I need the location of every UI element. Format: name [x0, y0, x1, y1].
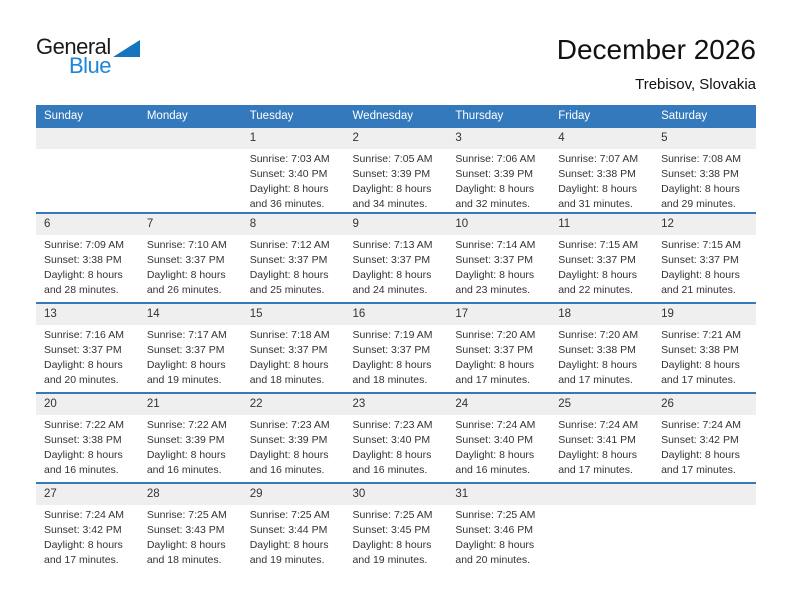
day-cell-details — [36, 505, 139, 568]
week-row — [36, 482, 756, 572]
day-header-monday: Monday — [146, 110, 188, 122]
daylight-text: Daylight: 8 hours and 34 minutes. — [352, 183, 432, 210]
day-number: 6 — [44, 218, 51, 230]
day-number: 14 — [146, 308, 160, 320]
day-cell-details — [242, 325, 345, 388]
daylight-text: Daylight: 8 hours and 29 minutes. — [661, 183, 740, 210]
day-cell-details — [345, 415, 448, 478]
day-number-strip — [36, 484, 756, 505]
day-number-strip — [36, 394, 756, 415]
day-cell-details — [550, 325, 653, 388]
day-cell-details — [653, 325, 756, 388]
sunrise-text: Sunrise: 7:08 AM — [661, 153, 742, 165]
sunset-text: Sunset: 3:37 PM — [661, 254, 739, 266]
sunset-text: Sunset: 3:39 PM — [249, 434, 328, 446]
day-number: 7 — [146, 218, 154, 230]
day-cell-details — [550, 235, 653, 298]
daylight-text: Daylight: 8 hours and 26 minutes. — [146, 269, 226, 296]
day-details-row — [36, 415, 756, 478]
sunset-text: Sunset: 3:41 PM — [558, 434, 636, 446]
day-cell-details — [447, 415, 550, 478]
day-number: 2 — [352, 132, 359, 144]
logo-text-general: General — [36, 34, 111, 59]
sunrise-text: Sunrise: 7:19 AM — [352, 329, 433, 341]
empty-day-cell — [36, 128, 139, 149]
day-cell-details — [139, 505, 242, 568]
sunrise-text: Sunrise: 7:23 AM — [249, 419, 330, 431]
sunset-text: Sunset: 3:40 PM — [455, 434, 534, 446]
day-details-row — [36, 235, 756, 298]
day-cell-details — [447, 325, 550, 388]
day-number: 20 — [44, 398, 57, 410]
sunset-text: Sunset: 3:38 PM — [661, 344, 739, 356]
sunset-text: Sunset: 3:37 PM — [146, 254, 225, 266]
daylight-text: Daylight: 8 hours and 17 minutes. — [661, 449, 740, 476]
day-cell-details — [447, 505, 550, 568]
sunset-text: Sunset: 3:38 PM — [661, 168, 739, 180]
day-cell-details — [36, 415, 139, 478]
daylight-text: Daylight: 8 hours and 24 minutes. — [352, 269, 432, 296]
day-number: 10 — [455, 218, 469, 230]
sunset-text: Sunset: 3:38 PM — [558, 344, 636, 356]
sunrise-text: Sunrise: 7:24 AM — [44, 509, 124, 521]
sunset-text: Sunset: 3:37 PM — [455, 344, 534, 356]
daylight-text: Daylight: 8 hours and 32 minutes. — [455, 183, 535, 210]
day-cell-details — [242, 235, 345, 298]
day-number: 11 — [558, 218, 571, 230]
empty-day-details — [36, 149, 139, 212]
daylight-text: Daylight: 8 hours and 17 minutes. — [558, 449, 638, 476]
day-cell-details — [139, 235, 242, 298]
daylight-text: Daylight: 8 hours and 18 minutes. — [146, 539, 226, 566]
day-number: 23 — [352, 398, 366, 410]
daylight-text: Daylight: 8 hours and 19 minutes. — [352, 539, 432, 566]
sunset-text: Sunset: 3:42 PM — [661, 434, 739, 446]
sunset-text: Sunset: 3:37 PM — [146, 344, 225, 356]
day-number: 16 — [352, 308, 366, 320]
sunrise-text: Sunrise: 7:22 AM — [146, 419, 227, 431]
day-header-sunday: Sunday — [44, 110, 84, 122]
day-cell-details — [36, 325, 139, 388]
daylight-text: Daylight: 8 hours and 21 minutes. — [661, 269, 740, 296]
day-cell-details — [242, 415, 345, 478]
sunrise-text: Sunrise: 7:25 AM — [352, 509, 433, 521]
day-number: 4 — [558, 132, 565, 144]
daylight-text: Daylight: 8 hours and 17 minutes. — [661, 359, 740, 386]
empty-day-cell — [653, 484, 756, 505]
day-cell-details — [653, 415, 756, 478]
day-number: 24 — [455, 398, 469, 410]
daylight-text: Daylight: 8 hours and 23 minutes. — [455, 269, 535, 296]
day-header-thursday: Thursday — [455, 110, 504, 122]
day-header-saturday: Saturday — [661, 110, 708, 122]
day-number: 17 — [455, 308, 469, 320]
daylight-text: Daylight: 8 hours and 19 minutes. — [249, 539, 329, 566]
sunrise-text: Sunrise: 7:22 AM — [44, 419, 124, 431]
day-cell-details — [447, 235, 550, 298]
sunrise-text: Sunrise: 7:17 AM — [146, 329, 227, 341]
sunrise-text: Sunrise: 7:25 AM — [146, 509, 227, 521]
empty-day-cell — [139, 128, 242, 149]
day-cell-details — [345, 325, 448, 388]
day-cell-details — [345, 505, 448, 568]
day-number-strip — [36, 128, 756, 149]
day-number: 30 — [352, 488, 366, 500]
day-cell-details — [242, 505, 345, 568]
daylight-text: Daylight: 8 hours and 31 minutes. — [558, 183, 638, 210]
sunset-text: Sunset: 3:40 PM — [249, 168, 328, 180]
day-cell-details — [447, 149, 550, 212]
day-number: 5 — [661, 132, 668, 144]
page-subtitle: Trebisov, Slovakia — [635, 76, 756, 93]
sunset-text: Sunset: 3:43 PM — [146, 524, 225, 536]
day-cell-details — [653, 235, 756, 298]
day-cell-details — [550, 149, 653, 212]
sunrise-text: Sunrise: 7:18 AM — [249, 329, 330, 341]
day-number: 15 — [249, 308, 263, 320]
week-row — [36, 392, 756, 482]
daylight-text: Daylight: 8 hours and 20 minutes. — [455, 539, 535, 566]
sunrise-text: Sunrise: 7:09 AM — [44, 239, 124, 251]
day-header-tuesday: Tuesday — [249, 110, 294, 122]
daylight-text: Daylight: 8 hours and 16 minutes. — [146, 449, 226, 476]
sunset-text: Sunset: 3:37 PM — [352, 254, 431, 266]
sunset-text: Sunset: 3:46 PM — [455, 524, 534, 536]
sunset-text: Sunset: 3:39 PM — [352, 168, 431, 180]
day-number: 21 — [146, 398, 160, 410]
sunrise-text: Sunrise: 7:24 AM — [558, 419, 639, 431]
page-title: December 2026 — [556, 34, 756, 65]
sunset-text: Sunset: 3:37 PM — [249, 254, 328, 266]
daylight-text: Daylight: 8 hours and 28 minutes. — [44, 269, 123, 296]
empty-day-details — [653, 505, 756, 568]
day-number: 12 — [661, 218, 674, 230]
day-number-strip — [36, 304, 756, 325]
sunrise-text: Sunrise: 7:16 AM — [44, 329, 124, 341]
day-number: 28 — [146, 488, 160, 500]
sunrise-text: Sunrise: 7:06 AM — [455, 153, 536, 165]
sunrise-text: Sunrise: 7:12 AM — [249, 239, 330, 251]
day-number: 25 — [558, 398, 572, 410]
sunset-text: Sunset: 3:39 PM — [455, 168, 534, 180]
sunrise-text: Sunrise: 7:24 AM — [455, 419, 536, 431]
sunset-text: Sunset: 3:37 PM — [558, 254, 636, 266]
title-block — [557, 34, 756, 93]
day-details-row — [36, 149, 756, 212]
sunrise-text: Sunrise: 7:13 AM — [352, 239, 433, 251]
day-cell-details — [139, 415, 242, 478]
day-number: 29 — [249, 488, 263, 500]
sunset-text: Sunset: 3:38 PM — [44, 434, 122, 446]
daylight-text: Daylight: 8 hours and 18 minutes. — [352, 359, 432, 386]
sunrise-text: Sunrise: 7:23 AM — [352, 419, 433, 431]
day-cell-details — [36, 235, 139, 298]
sunset-text: Sunset: 3:42 PM — [44, 524, 122, 536]
daylight-text: Daylight: 8 hours and 19 minutes. — [146, 359, 226, 386]
daylight-text: Daylight: 8 hours and 36 minutes. — [249, 183, 329, 210]
day-number: 26 — [661, 398, 674, 410]
day-number: 19 — [661, 308, 674, 320]
sunset-text: Sunset: 3:37 PM — [249, 344, 328, 356]
day-number: 8 — [249, 218, 257, 230]
sunset-text: Sunset: 3:40 PM — [352, 434, 431, 446]
sunrise-text: Sunrise: 7:15 AM — [558, 239, 639, 251]
day-cell-details — [550, 415, 653, 478]
calendar-grid — [36, 105, 756, 572]
day-number: 18 — [558, 308, 572, 320]
sunset-text: Sunset: 3:44 PM — [249, 524, 328, 536]
sunrise-text: Sunrise: 7:25 AM — [249, 509, 330, 521]
sunrise-text: Sunrise: 7:15 AM — [661, 239, 742, 251]
sunrise-text: Sunrise: 7:20 AM — [455, 329, 536, 341]
day-number: 31 — [455, 488, 469, 500]
empty-day-details — [139, 149, 242, 212]
day-cell-details — [653, 149, 756, 212]
logo-text-blue: Blue — [69, 53, 112, 78]
sunrise-text: Sunrise: 7:14 AM — [455, 239, 536, 251]
logo-triangle-icon — [113, 40, 140, 57]
daylight-text: Daylight: 8 hours and 16 minutes. — [249, 449, 329, 476]
daylight-text: Daylight: 8 hours and 25 minutes. — [249, 269, 329, 296]
sunrise-text: Sunrise: 7:20 AM — [558, 329, 639, 341]
sunrise-text: Sunrise: 7:03 AM — [249, 153, 330, 165]
day-cell-details — [345, 235, 448, 298]
sunset-text: Sunset: 3:37 PM — [352, 344, 431, 356]
sunset-text: Sunset: 3:38 PM — [558, 168, 636, 180]
day-number: 27 — [44, 488, 57, 500]
day-header-friday: Friday — [558, 110, 591, 122]
sunset-text: Sunset: 3:38 PM — [44, 254, 122, 266]
sunrise-text: Sunrise: 7:07 AM — [558, 153, 639, 165]
daylight-text: Daylight: 8 hours and 20 minutes. — [44, 359, 123, 386]
daylight-text: Daylight: 8 hours and 17 minutes. — [44, 539, 123, 566]
day-number: 9 — [352, 218, 359, 230]
empty-day-cell — [550, 484, 653, 505]
day-number: 13 — [44, 308, 57, 320]
sunrise-text: Sunrise: 7:21 AM — [661, 329, 742, 341]
sunrise-text: Sunrise: 7:25 AM — [455, 509, 536, 521]
empty-day-details — [550, 505, 653, 568]
sunrise-text: Sunrise: 7:05 AM — [352, 153, 433, 165]
general-blue-logo — [36, 36, 140, 77]
day-header-wednesday: Wednesday — [352, 110, 414, 122]
day-number: 22 — [249, 398, 263, 410]
day-header-row — [36, 105, 756, 128]
weeks-container — [36, 128, 756, 572]
week-row — [36, 302, 756, 392]
daylight-text: Daylight: 8 hours and 16 minutes. — [352, 449, 432, 476]
daylight-text: Daylight: 8 hours and 17 minutes. — [455, 359, 535, 386]
daylight-text: Daylight: 8 hours and 17 minutes. — [558, 359, 638, 386]
sunset-text: Sunset: 3:39 PM — [146, 434, 225, 446]
week-row — [36, 128, 756, 212]
sunrise-text: Sunrise: 7:24 AM — [661, 419, 742, 431]
daylight-text: Daylight: 8 hours and 16 minutes. — [455, 449, 535, 476]
day-details-row — [36, 325, 756, 388]
day-cell-details — [345, 149, 448, 212]
sunrise-text: Sunrise: 7:10 AM — [146, 239, 227, 251]
week-row — [36, 212, 756, 302]
day-number: 1 — [249, 132, 257, 144]
sunset-text: Sunset: 3:37 PM — [455, 254, 534, 266]
daylight-text: Daylight: 8 hours and 18 minutes. — [249, 359, 329, 386]
day-number-strip — [36, 214, 756, 235]
day-details-row — [36, 505, 756, 568]
sunset-text: Sunset: 3:45 PM — [352, 524, 431, 536]
daylight-text: Daylight: 8 hours and 22 minutes. — [558, 269, 638, 296]
day-cell-details — [242, 149, 345, 212]
day-cell-details — [139, 325, 242, 388]
day-number: 3 — [455, 132, 462, 144]
daylight-text: Daylight: 8 hours and 16 minutes. — [44, 449, 123, 476]
sunset-text: Sunset: 3:37 PM — [44, 344, 122, 356]
